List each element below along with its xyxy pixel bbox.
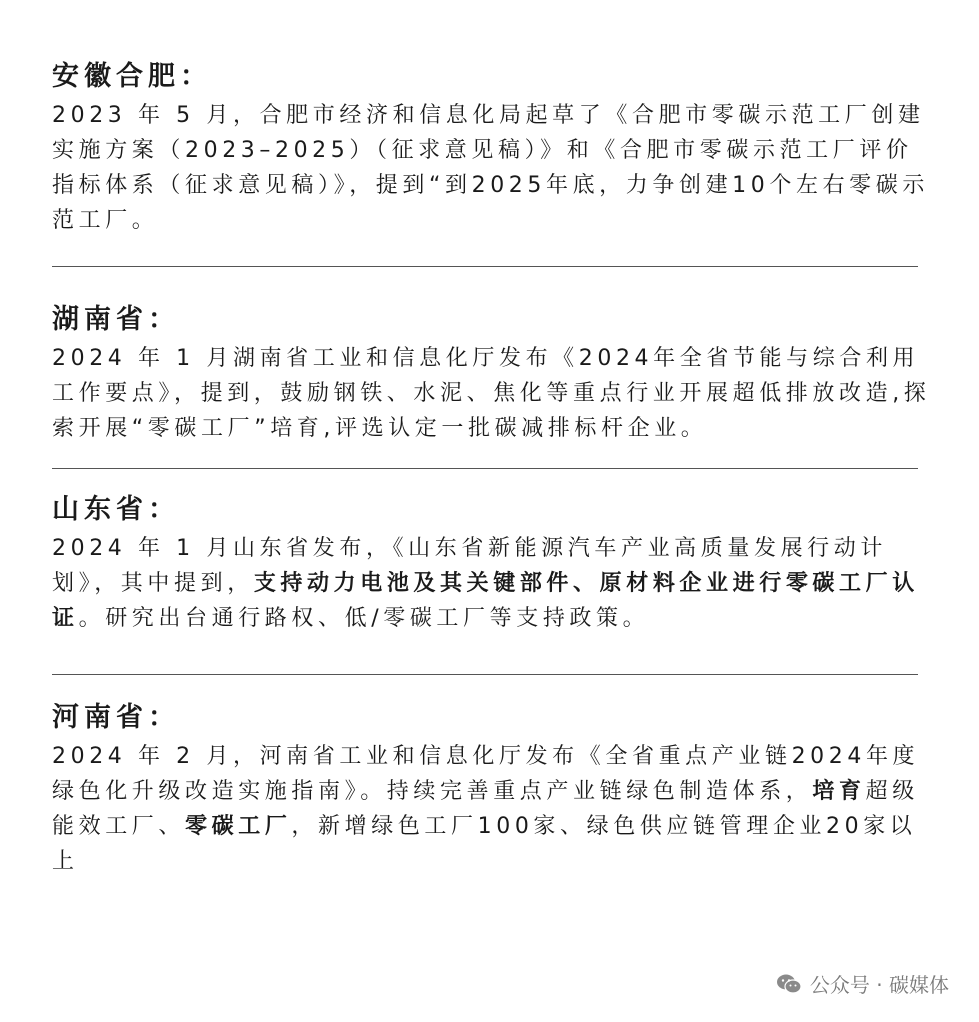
section-hunan	[52, 301, 932, 446]
section-henan	[52, 699, 932, 879]
watermark	[776, 969, 949, 998]
paragraph-text: 。研究出台通行路权、低/零碳工厂等支持政策。	[78, 606, 650, 631]
section-heading: 山东省：	[52, 494, 180, 525]
watermark-text: 公众号 · 碳媒体	[809, 973, 949, 997]
section-heading: 安徽合肥：	[52, 61, 212, 92]
section-paragraph	[52, 739, 932, 879]
section-paragraph	[52, 531, 932, 636]
paragraph-text: 2023 年 5 月，合肥市经济和信息化局起草了《合肥市零碳示范工厂创建实施方案（2023–2025）（征求意见稿）》和《合肥市零碳示范工厂评价指标体系（征求意见稿）》，提到“到2025年底，力争创建10个左右零碳示范工厂。	[52, 103, 929, 233]
section-hefei	[52, 58, 932, 238]
divider	[52, 674, 918, 675]
section-heading: 湖南省：	[52, 304, 180, 335]
paragraph-text: 2024 年 1 月山东省发布，《山东省新能源汽车产业高质量发展行动计划》，其中提到，	[52, 536, 887, 596]
wechat-icon	[776, 973, 802, 995]
divider	[52, 266, 918, 267]
divider	[52, 468, 918, 469]
section-heading: 河南省：	[52, 702, 180, 733]
paragraph-bold-text: 培育	[812, 779, 866, 804]
paragraph-bold-text: 支持动力电池及其关键部件、原材料企业进行零碳工厂认证	[52, 571, 919, 631]
paragraph-text: ，新增绿色工厂100家、绿色供应链管理企业20家以上	[52, 814, 917, 874]
article-body	[52, 58, 932, 879]
section-paragraph	[52, 341, 932, 446]
paragraph-text: 2024 年 2 月，河南省工业和信息化厅发布《全省重点产业链2024年度绿色化升级改造实施指南》。持续完善重点产业链绿色制造体系，	[52, 744, 920, 804]
section-paragraph	[52, 98, 932, 238]
paragraph-text: 2024 年 1 月湖南省工业和信息化厅发布《2024年全省节能与综合利用工作要点》，提到，鼓励钢铁、水泥、焦化等重点行业开展超低排放改造,探索开展“零碳工厂”培育,评选认定一批碳减排标杆企业。	[52, 346, 931, 441]
paragraph-text: 超级能效工厂、	[52, 779, 919, 839]
paragraph-bold-text: 零碳工厂	[185, 814, 292, 839]
section-shandong	[52, 491, 932, 636]
